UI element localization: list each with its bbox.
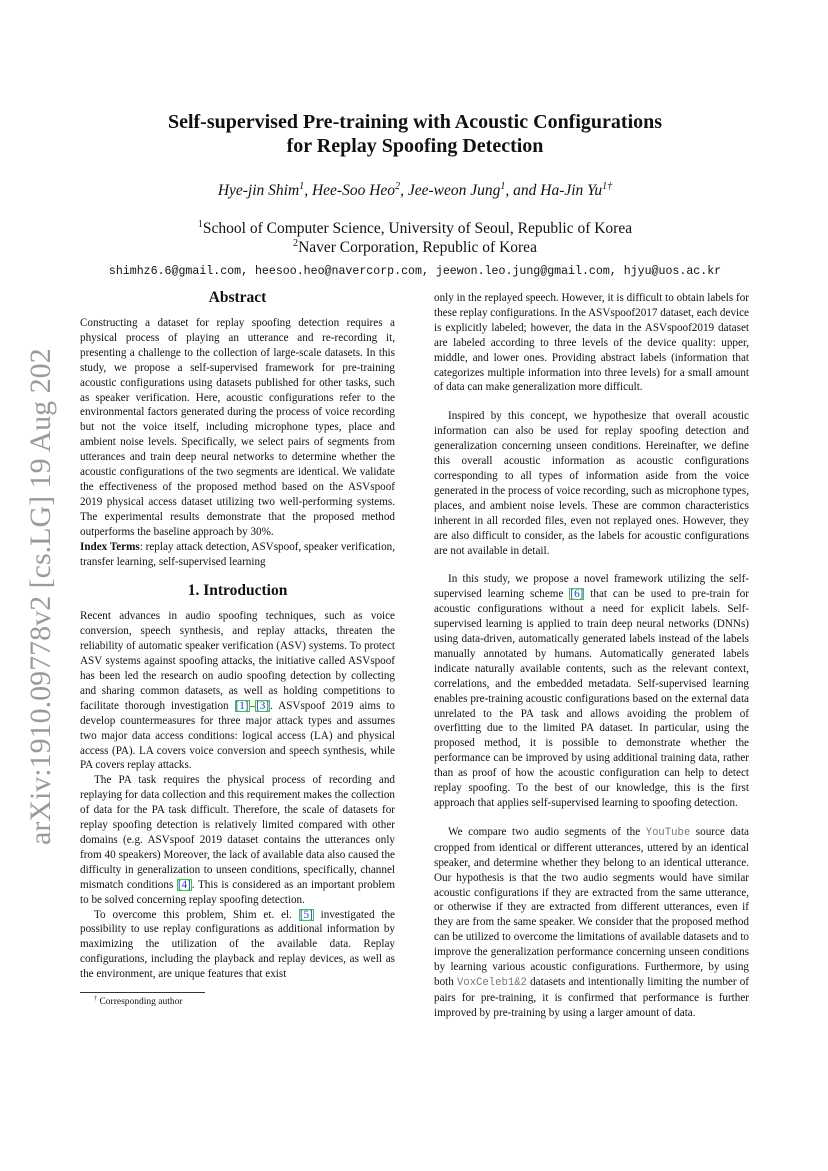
dataset-name: YouTube xyxy=(645,826,691,839)
title-line-2: for Replay Spoofing Detection xyxy=(286,135,544,157)
author-name: Hye-jin Shim xyxy=(217,182,300,199)
author-name: Hee-Soo Heo xyxy=(311,182,396,199)
author-affil-mark: 2 xyxy=(395,180,401,192)
paragraph: We compare two audio segments of the YouTube source data cropped from identical or different utterances, uttered by an identical speaker, and determine whether they belong to an identical utterance. Our hypothesis is that the two audio segments would have similar acoustic configurations if they are extracted from the same utterance, or otherwise if they are extracted from different utterances, even if they are from the same speaker. We consider that the proposed method can be utilized to overcome the limitations of available datasets and to improve the generalization performance concerning unseen conditions by learning various acoustic configurations. Furthermore, by using both VoxCeleb1&2 datasets and intentionally limiting the number of pairs for pre-training, it is confirmed that performance is further improved by pre-training by using a larger amount of data. xyxy=(434,825,750,1019)
author-affil-mark: 1 xyxy=(500,180,506,192)
footnote: † Corresponding author xyxy=(94,995,183,1008)
arxiv-stamp xyxy=(10,350,62,850)
abstract-heading: Abstract xyxy=(208,289,267,306)
left-column xyxy=(80,288,395,1008)
affiliation: $^1$School of Computer Science, University of Seoul, Republic of Korea xyxy=(197,218,633,237)
section-heading-introduction: 1. Introduction xyxy=(187,582,288,600)
paragraph: Inspired by this concept, we hypothesize that overall acoustic information can also be used for replay spoofing detection and generalization concerning unseen conditions. Hereinafter, we define this overall acoustic information as acoustic configurations corresponding to all types of information aside from the voice generated in the process of voice recording, such as microphone types, places, and ambient noise levels. These are common characteristics inherent in all recorded files, even not replayed ones. However, they are also difficult to consider, as the labels for acoustic configurations are not available in detail. xyxy=(434,410,749,557)
citation-link[interactable]: [6] xyxy=(570,588,584,601)
citation-link[interactable]: [5] xyxy=(299,908,313,921)
abstract-text: Constructing a dataset for replay spoofing detection requires a physical process of playing an utterance and re-recording it, presenting a challenge to the collection of large-scale datasets. In this study, we propose a self-supervised framework for pre-training acoustic configurations using datasets published for other tasks, such as speaker verification. Here, acoustic configurations refer to the environmental factors generated during the process of voice recording but not the voice itself, including microphone types, place and ambient noise levels. Specifically, we select pairs of segments from utterances and train deep neural networks to determine whether the acoustic configurations of the two segments are identical. We validate the effectiveness of the proposed method based on the ASVspoof 2019 physical access dataset utilizing two well-performing systems. The experimental results demonstrate that the proposed method outperforms the baseline approach by 30%. xyxy=(80,317,395,538)
email-list: shimhz6.6@gmail.com, heesoo.heo@navercorp.com, jeewon.leo.jung@gmail.com, hjyu@uos.ac.kr xyxy=(108,265,722,278)
footnote-rule xyxy=(80,992,205,993)
index-terms: Index Terms: replay attack detection, ASVspoof, speaker verification, transfer learning, self-supervised learning xyxy=(80,540,395,568)
author-affil-mark: 1 xyxy=(299,180,305,192)
right-column xyxy=(434,291,749,1021)
citation-link[interactable]: [4] xyxy=(177,878,191,891)
author-name: Jee-weon Jung xyxy=(407,182,501,199)
affiliation: $^2$Naver Corporation, Republic of Korea xyxy=(293,237,537,256)
title-line-1: Self-supervised Pre-training with Acoustic Configurations xyxy=(167,111,663,133)
paragraph: Recent advances in audio spoofing techniques, such as voice conversion, speech synthesis, and replay attacks, threaten the reliability of automatic speaker verification (ASV) systems. To protect ASV systems against spoofing attacks, the initiative called ASVspoof has been led the research on audio spoofing detection by collecting and sharing common datasets, as well as holding competitions to facilitate thorough investigation [1]–[3]. ASVspoof 2019 aims to develop countermeasures for three major attack types and assumes two major data access conditions: logical access (LA) and physical access (PA). LA covers voice conversion and speech synthesis, while PA covers replay attacks. xyxy=(80,610,395,772)
paragraph: only in the replayed speech. However, it is difficult to obtain labels for these replay configurations. In the ASVspoof2017 dataset, each device is explicitly labeled; however, the data in the ASVspoof2019 dataset are labeled according to three levels of the device quality: upper, middle, and lower ones. Providing abstract labels (information that categorizes multiple information into three levels) for a small amount of data can make generalization more difficult. xyxy=(434,292,749,394)
citation-link[interactable]: [1] xyxy=(235,699,249,712)
dataset-name: VoxCeleb1&2 xyxy=(456,976,527,989)
arxiv-id: arXiv:1910.09778v2 [cs.LG] 19 Aug 2020 xyxy=(24,350,57,845)
author-affil-mark: 1† xyxy=(602,180,613,192)
author-list: Hye-jin Shim$^1$, Hee-Soo Heo$^2$, Jee-weon Jung$^1$, and Ha-Jin $Yu^{1\dagger}$ xyxy=(217,180,613,199)
paragraph: To overcome this problem, Shim et. el. [5] investigated the possibility to use replay configurations as additional information by maximizing the utilization of the available data. Replay configurations, including the playback and replay devices, as well as the environment, are unique features that exist xyxy=(80,908,395,981)
citation-link[interactable]: [3] xyxy=(256,699,270,712)
paragraph: In this study, we propose a novel framework utilizing the self-supervised learning scheme [6] that can be used to pre-train for acoustic configurations without a need for explicit labels. Self-supervised learning is applied to train deep neural networks (DNNs) using data-driven, automatically generated labels instead of the labels manually annotated by humans. Automatically generated labels indicate naturally available contents, such as the relevant context, correlations, and the embedded metadata. Self-supervised learning enables pre-training acoustic configurations based on the external data unrelated to the PA task and allows avoiding the problem of overfitting due to the limited PA dataset. In particular, using the proposed method, it is possible to demonstrate whether the performance can be improved by using additional training data, rather than as proof of how the acoustic configuration can help to detect replay spoofing. To the best of our knowledge, this is the first approach that applies self-supervised learning to spoofing detection. xyxy=(434,573,749,809)
paragraph: The PA task requires the physical process of recording and replaying for data collection and this requirement makes the collection of data for the PA task difficult. Therefore, the scale of datasets for replay spoofing detection is relatively limited compared with other domains (e.g. ASVspoof 2019 dataset contains the utterances only from 40 speakers) Moreover, the lack of available data also caused the difficulty in generalization to unseen conditions, specifically, channel mismatch conditions [4]. This is considered as an important problem to be solved concerning replay spoofing detection. xyxy=(80,774,396,906)
paper-header xyxy=(80,110,750,279)
author-name: Ha-Jin Yu xyxy=(540,182,603,199)
